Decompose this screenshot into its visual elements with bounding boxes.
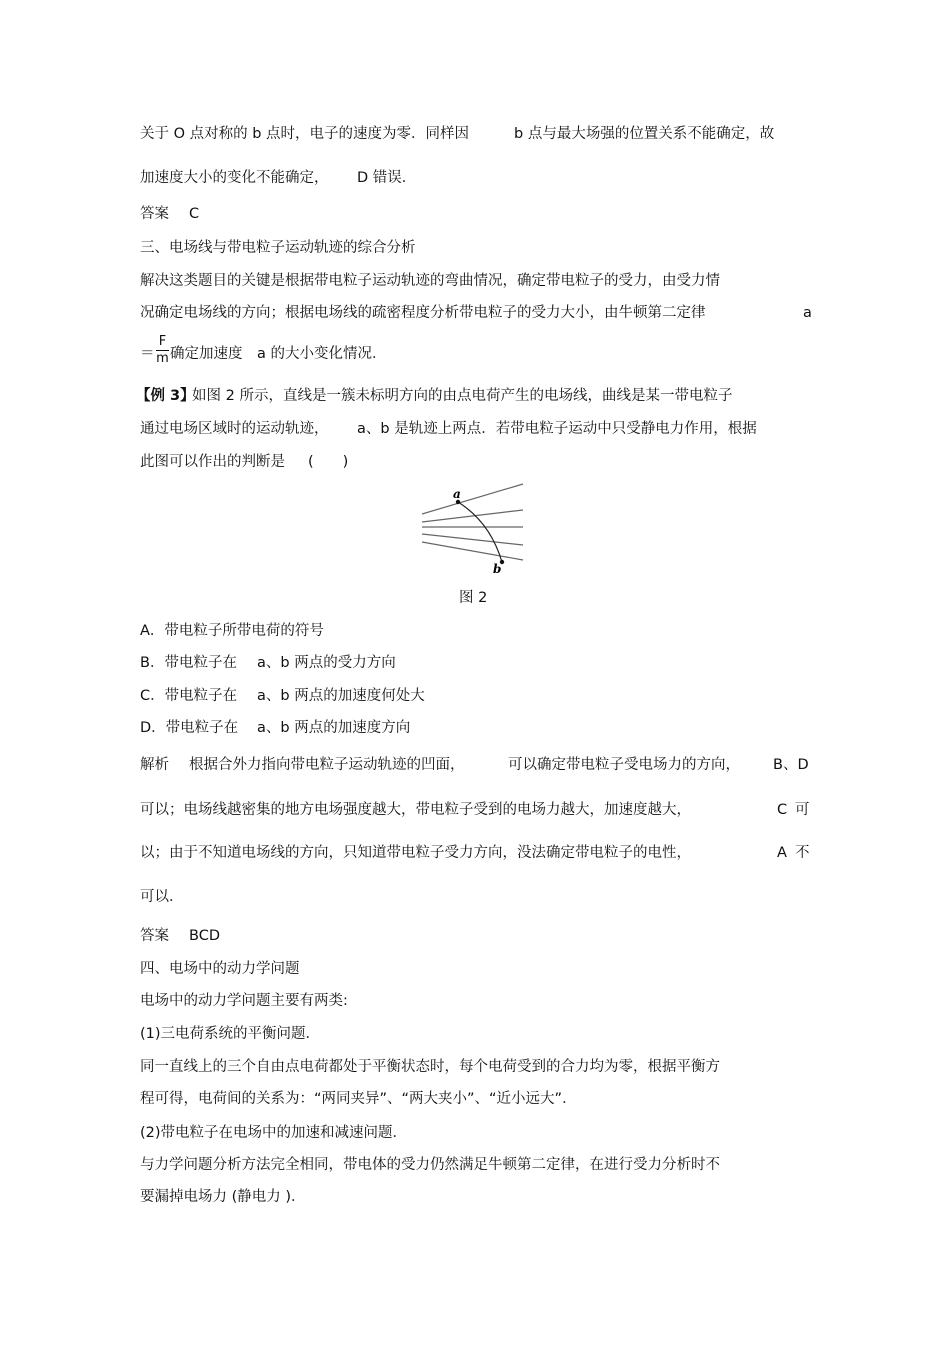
option-a: A．带电粒子所带电荷的符号 <box>140 623 324 639</box>
text-line: 解决这类题目的关键是根据带电粒子运动轨迹的弯曲情况，确定带电粒子的受力，由受力情 <box>140 273 720 289</box>
text-line: D 错误． <box>357 170 417 186</box>
field-line <box>422 534 523 545</box>
text-line: b 点与最大场强的位置关系不能确定，故 <box>514 126 775 142</box>
text-line: 可以． <box>140 889 184 905</box>
answer-value: C <box>189 206 200 222</box>
figure-field-lines <box>420 482 540 577</box>
field-line <box>422 542 523 560</box>
fraction-F-over-m <box>156 335 169 366</box>
text-line: C <box>777 802 788 818</box>
section-heading: 三、电场线与带电粒子运动轨迹的综合分析 <box>140 240 416 256</box>
answer-blank: ( ) <box>308 454 349 470</box>
text-line: 况确定电场线的方向；根据电场线的疏密程度分析带电粒子的受力大小，由牛顿第二定律 <box>140 305 706 321</box>
text-line: 电场中的动力学问题主要有两类: <box>140 993 348 1009</box>
label-a: a <box>453 487 461 501</box>
text-line: 如图 2 所示，直线是一簇未标明方向的由点电荷产生的电场线，曲线是某一带电粒子 <box>192 388 733 404</box>
example-label: 【例 3】 <box>136 388 195 404</box>
option-b: B．带电粒子在 <box>140 655 237 671</box>
option-b-text: a、b 两点的受力方向 <box>257 655 396 671</box>
text-line: 以；由于不知道电场线的方向，只知道带电粒子受力方向，没法确定带电粒子的电性， <box>140 845 691 861</box>
answer-label: 答案 <box>140 206 169 222</box>
text-line: 可以确定带电粒子受电场力的方向， <box>508 757 740 773</box>
field-line <box>422 510 523 522</box>
text-line: 根据合外力指向带电粒子运动轨迹的凹面， <box>189 757 465 773</box>
option-d: D．带电粒子在 <box>140 720 239 736</box>
analysis-label: 解析 <box>140 757 169 773</box>
text-line: 可以；电场线越密集的地方电场强度越大，带电粒子受到的电场力越大，加速度越大， <box>140 802 691 818</box>
text-line: 此图可以作出的判断是 <box>140 454 285 470</box>
answer-label: 答案 <box>140 928 169 944</box>
text-line: a、b 是轨迹上两点．若带电粒子运动中只受静电力作用，根据 <box>357 421 757 437</box>
text-line: A <box>777 845 787 861</box>
text-line: 与力学问题分析方法完全相同，带电体的受力仍然满足牛顿第二定律，在进行受力分析时不 <box>140 1157 720 1173</box>
option-c: C．带电粒子在 <box>140 688 238 704</box>
equals-sign: ＝ <box>140 346 155 362</box>
option-c-text: a、b 两点的加速度何处大 <box>257 688 425 704</box>
answer-value: BCD <box>189 928 220 944</box>
text-line: 同一直线上的三个自由点电荷都处于平衡状态时，每个电荷受到的合力均为零，根据平衡方 <box>140 1059 720 1075</box>
text-line: 不 <box>795 845 810 861</box>
option-d-text: a、b 两点的加速度方向 <box>257 720 411 736</box>
text-line: B、D <box>773 757 809 773</box>
section-heading: 四、电场中的动力学问题 <box>140 961 300 977</box>
text-line: 确定加速度 <box>170 346 243 362</box>
fraction-numerator: F <box>158 334 167 349</box>
text-line: 要漏掉电场力 (静电力 )． <box>140 1189 306 1205</box>
text-line: 程可得，电荷间的关系为：“两同夹异”、“两大夹小”、“近小远大”． <box>140 1091 577 1107</box>
figure-caption: 图 2 <box>459 590 488 606</box>
field-line <box>422 484 523 514</box>
text-line: (2)带电粒子在电场中的加速和减速问题． <box>140 1125 408 1141</box>
fraction-denominator: m <box>156 351 169 366</box>
text-line: a <box>803 305 812 321</box>
text-line: 可 <box>795 802 810 818</box>
text-line: (1)三电荷系统的平衡问题． <box>140 1026 321 1042</box>
label-b: b <box>493 562 502 576</box>
text-line: a 的大小变化情况． <box>257 346 387 362</box>
text-line: 关于 O 点对称的 b 点时，电子的速度为零．同样因 <box>140 126 470 142</box>
trajectory-curve <box>458 502 502 562</box>
text-line: 加速度大小的变化不能确定， <box>140 170 329 186</box>
text-line: 通过电场区域时的运动轨迹， <box>140 421 329 437</box>
